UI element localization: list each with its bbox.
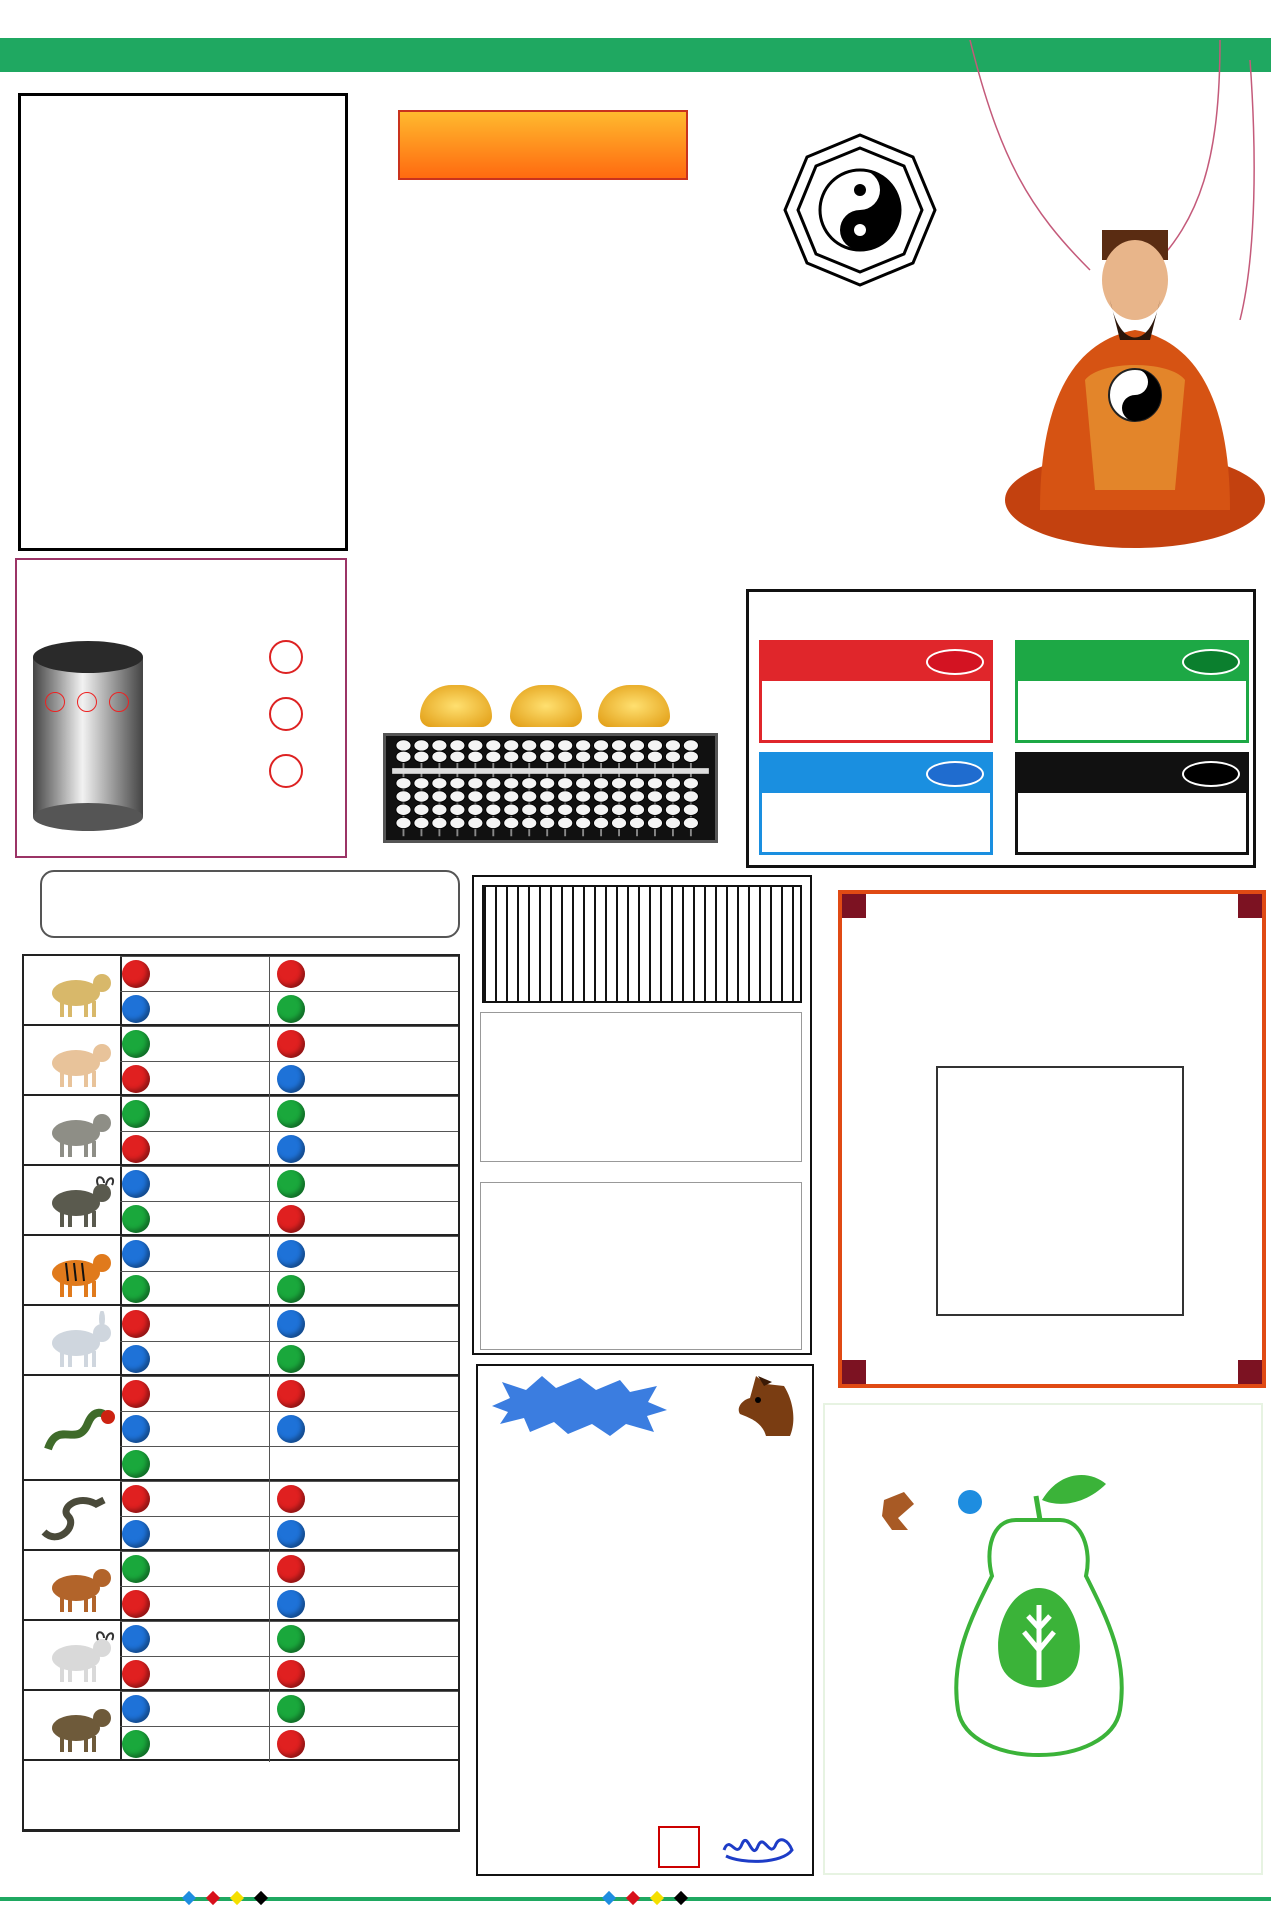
zodiac-row xyxy=(120,956,458,991)
zodiac-row xyxy=(120,1551,458,1586)
number-ball xyxy=(122,995,150,1023)
zodiac-advice xyxy=(152,1412,270,1447)
zodiac-row xyxy=(120,1656,458,1691)
zodiac-row xyxy=(120,1306,458,1341)
puzzle-grid xyxy=(936,1066,1184,1316)
number-ball xyxy=(122,1415,150,1443)
number-ball xyxy=(277,1275,305,1303)
diamond-icons-right xyxy=(600,1889,700,1907)
sage-figure-icon xyxy=(1000,190,1270,550)
number-ball xyxy=(277,1135,305,1163)
nine-num-1 xyxy=(269,640,303,674)
zodiac-puzzle-panel xyxy=(838,890,1266,1388)
number-ball xyxy=(277,1730,305,1758)
analysis-card-badge xyxy=(1182,761,1240,787)
zodiac-row xyxy=(120,1481,458,1516)
cylinder-column xyxy=(77,688,99,712)
analysis-card-header xyxy=(762,643,990,681)
analysis-card-body xyxy=(1018,681,1246,689)
kill-zodiac-panel xyxy=(472,875,812,1355)
zodiac-group xyxy=(24,956,458,1026)
goat-icon xyxy=(36,1626,120,1686)
zodiac-advice xyxy=(152,1097,270,1132)
zodiac-row xyxy=(120,1166,458,1201)
zodiac-group xyxy=(24,1166,458,1236)
number-ball xyxy=(277,1380,305,1408)
zodiac-advice xyxy=(152,1132,270,1167)
news-panel xyxy=(476,1364,814,1876)
number-ball xyxy=(122,1310,150,1338)
zodiac-advice xyxy=(152,1447,270,1482)
analysis-panel xyxy=(746,589,1256,868)
analysis-card xyxy=(759,640,993,743)
zodiac-group xyxy=(24,1761,458,1831)
number-ball xyxy=(122,1730,150,1758)
ingot-2 xyxy=(510,685,582,727)
number-ball xyxy=(277,1170,305,1198)
zodiac-row xyxy=(120,1236,458,1271)
zodiac-group xyxy=(24,1691,458,1761)
number-ball xyxy=(277,1695,305,1723)
news-stamp xyxy=(658,1826,700,1868)
zodiac-advice xyxy=(152,1517,270,1552)
diamond-icons-left xyxy=(180,1889,280,1907)
analysis-card-badge xyxy=(1182,649,1240,675)
horse-head-icon xyxy=(736,1372,798,1438)
zodiac-advice xyxy=(152,1482,270,1517)
zodiac-advice xyxy=(152,992,270,1027)
rat-icon xyxy=(36,1101,120,1161)
zodiac-advice xyxy=(152,1062,270,1097)
analysis-card-header xyxy=(762,755,990,793)
analysis-card-body xyxy=(1018,793,1246,801)
ingot-3 xyxy=(598,685,670,727)
zodiac-row xyxy=(120,1621,458,1656)
nine-palace-panel xyxy=(15,558,347,858)
analysis-card-badge xyxy=(926,649,984,675)
number-ball xyxy=(122,1100,150,1128)
number-ball xyxy=(122,1135,150,1163)
number-ball xyxy=(277,1240,305,1268)
cylinder-num xyxy=(77,692,97,712)
number-ball xyxy=(122,1380,150,1408)
horse-secret-header xyxy=(398,110,688,180)
analysis-card-header xyxy=(1018,755,1246,793)
zodiac-advice xyxy=(152,1167,270,1202)
zodiac-advice xyxy=(152,957,270,992)
bagua-yinyang-icon xyxy=(780,130,940,290)
zodiac-row xyxy=(120,1026,458,1061)
zodiac-table-title xyxy=(40,870,460,938)
burst-icon xyxy=(492,1376,667,1436)
zodiac-row xyxy=(120,1131,458,1166)
number-ball xyxy=(122,1625,150,1653)
number-ball xyxy=(277,1485,305,1513)
ox-icon xyxy=(36,1171,120,1231)
cylinder-graphic xyxy=(29,635,147,835)
footer xyxy=(0,1877,1271,1908)
cylinder-num xyxy=(109,692,129,712)
number-ball xyxy=(277,1030,305,1058)
kill-header xyxy=(482,885,802,1003)
ingot-1 xyxy=(420,685,492,727)
dragon-icon xyxy=(36,1399,120,1459)
number-ball xyxy=(122,1065,150,1093)
number-ball xyxy=(122,1485,150,1513)
number-ball xyxy=(122,1275,150,1303)
cylinder-column xyxy=(45,688,67,712)
number-ball xyxy=(277,1520,305,1548)
analysis-card xyxy=(1015,752,1249,855)
pear-panel xyxy=(820,1400,1266,1878)
zodiac-advice xyxy=(152,1272,270,1307)
zodiac-row xyxy=(120,1726,458,1761)
number-ball xyxy=(277,1625,305,1653)
zodiac-group xyxy=(24,1481,458,1551)
nine-num-2 xyxy=(269,697,303,731)
zodiac-group xyxy=(24,1306,458,1376)
cylinder-num xyxy=(45,692,65,712)
zodiac-group xyxy=(24,1026,458,1096)
zodiac-row xyxy=(120,1411,458,1446)
tiger-icon xyxy=(36,1241,120,1301)
zodiac-advice xyxy=(152,1377,270,1412)
zodiac-advice xyxy=(152,1657,270,1692)
analysis-card xyxy=(759,752,993,855)
zodiac-group xyxy=(24,1096,458,1166)
zodiac-advice xyxy=(152,1342,270,1377)
number-ball xyxy=(122,1240,150,1268)
analysis-card xyxy=(1015,640,1249,743)
analysis-card-badge xyxy=(926,761,984,787)
abacus-icon xyxy=(383,733,718,843)
zodiac-row xyxy=(120,991,458,1026)
rabbit-icon xyxy=(36,1311,120,1371)
analysis-card-header xyxy=(1018,643,1246,681)
zodiac-advice xyxy=(152,1027,270,1062)
zodiac-advice xyxy=(152,1622,270,1657)
number-ball xyxy=(122,1450,150,1478)
number-ball xyxy=(122,960,150,988)
horse-icon xyxy=(36,1556,120,1616)
number-ball xyxy=(277,1660,305,1688)
number-ball xyxy=(122,1345,150,1373)
zodiac-poem-panel xyxy=(18,93,348,551)
number-ball xyxy=(277,1590,305,1618)
zodiac-row xyxy=(120,1341,458,1376)
zodiac-row xyxy=(120,1201,458,1236)
monkey-icon xyxy=(36,1696,120,1756)
number-ball xyxy=(122,1170,150,1198)
zodiac-number-table xyxy=(22,954,460,1832)
zodiac-row xyxy=(120,1691,458,1726)
number-ball xyxy=(277,1065,305,1093)
number-ball xyxy=(277,1100,305,1128)
number-ball xyxy=(122,1660,150,1688)
zodiac-advice xyxy=(152,1237,270,1272)
snake-icon xyxy=(36,1486,120,1546)
zodiac-advice xyxy=(152,1307,270,1342)
zodiac-row xyxy=(120,1096,458,1131)
signature-icon xyxy=(722,1830,794,1864)
number-ball xyxy=(277,1310,305,1338)
pear-graphic xyxy=(820,1400,1266,1878)
zodiac-advice xyxy=(152,1552,270,1587)
zodiac-advice xyxy=(152,1587,270,1622)
analysis-card-body xyxy=(762,793,990,801)
analysis-card-body xyxy=(762,681,990,689)
zodiac-row xyxy=(120,1271,458,1306)
hexagram-table xyxy=(788,318,978,324)
zodiac-row xyxy=(120,1446,458,1481)
zodiac-row xyxy=(120,1061,458,1096)
zodiac-group xyxy=(24,1236,458,1306)
number-ball xyxy=(122,1205,150,1233)
zodiac-row xyxy=(120,1516,458,1551)
zodiac-advice xyxy=(152,1202,270,1237)
dog-icon xyxy=(36,961,120,1021)
nine-num-3 xyxy=(269,754,303,788)
cylinder-column xyxy=(109,688,131,712)
number-ball xyxy=(122,1520,150,1548)
number-ball xyxy=(277,1415,305,1443)
zodiac-advice xyxy=(152,1727,270,1762)
number-ball xyxy=(277,995,305,1023)
number-ball xyxy=(122,1695,150,1723)
zodiac-row xyxy=(120,1586,458,1621)
number-ball xyxy=(277,1555,305,1583)
number-ball xyxy=(277,1205,305,1233)
zodiac-group xyxy=(24,1376,458,1481)
zodiac-advice xyxy=(152,1692,270,1727)
number-ball xyxy=(277,960,305,988)
number-ball xyxy=(277,1345,305,1373)
pig-icon xyxy=(36,1031,120,1091)
zodiac-group xyxy=(24,1551,458,1621)
zodiac-group xyxy=(24,1621,458,1691)
number-ball xyxy=(122,1555,150,1583)
number-ball xyxy=(122,1030,150,1058)
zodiac-row xyxy=(120,1376,458,1411)
number-ball xyxy=(122,1590,150,1618)
